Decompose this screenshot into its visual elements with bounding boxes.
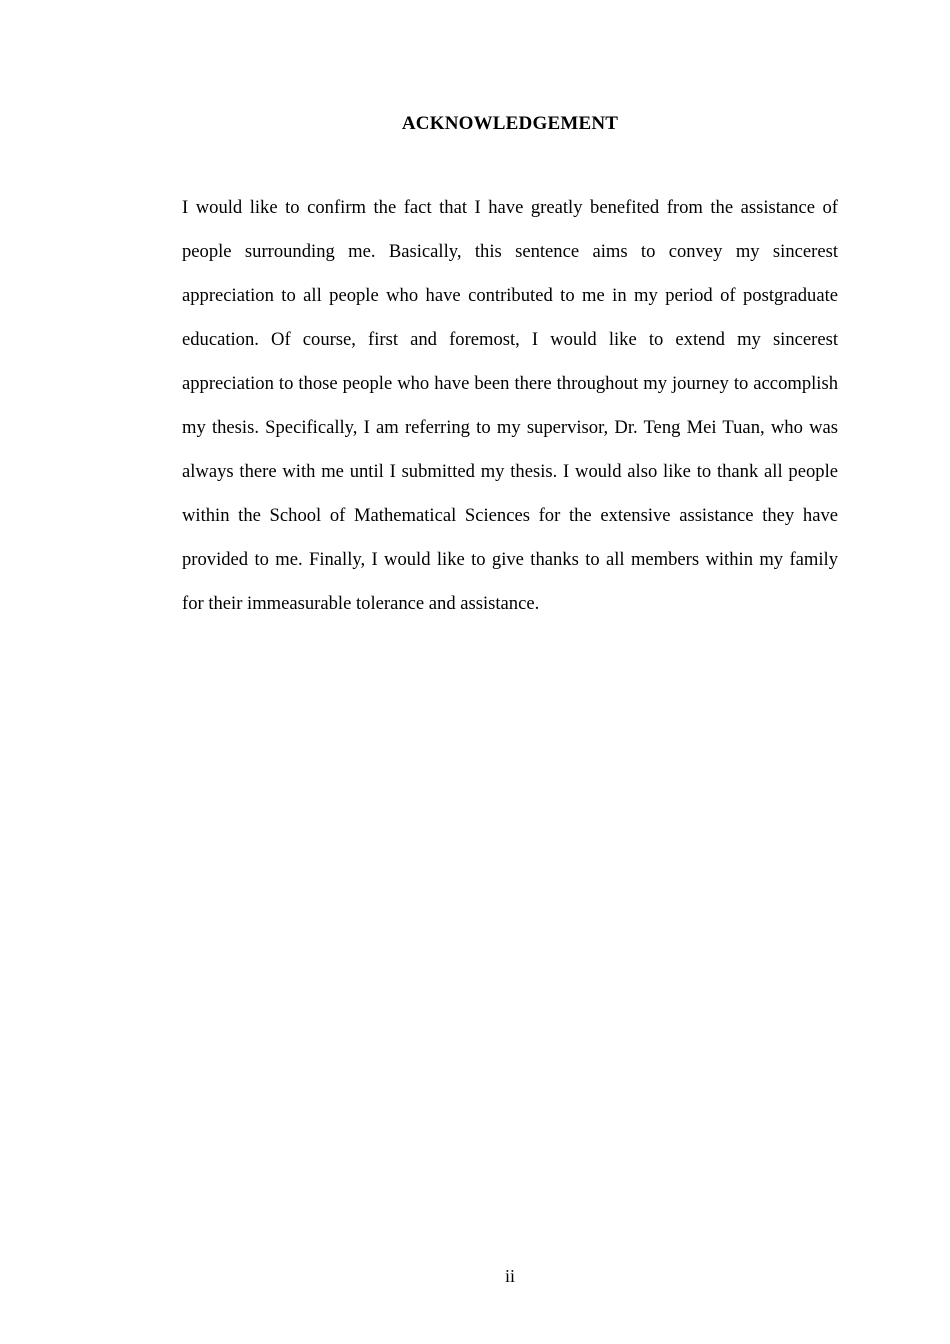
acknowledgement-paragraph: I would like to confirm the fact that I have greatly benefited from the assistance of people surrounding me. Basically, this sentence aims to convey my sincerest appreciation to all people who have contributed to me in my period of postgraduate education. Of course, first and foremost, I would like to extend my sincerest appreciation to those people who have been there throughout my journey to accomplish my thesis. Specifically, I am referring to my supervisor, Dr. Teng Mei Tuan, who was always there with me until I submitted my thesis. I would also like to thank all people within the School of Mathematical Sciences for the extensive assistance they have provided to me. Finally, I would like to give thanks to all members within my family for their immeasurable tolerance and assistance. bbox=[182, 197, 838, 614]
page-number: ii bbox=[504, 1266, 515, 1286]
page-title: ACKNOWLEDGEMENT bbox=[401, 113, 619, 134]
